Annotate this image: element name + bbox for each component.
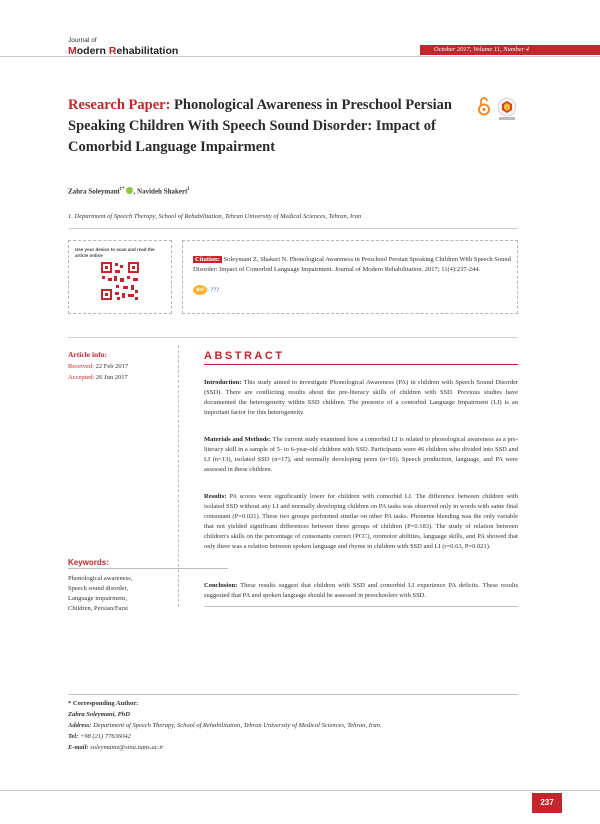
open-access-icon — [477, 96, 491, 116]
divider — [204, 606, 518, 607]
orcid-icon[interactable] — [126, 187, 133, 194]
abstract-results: Results: PA scores were significantly lower for children with comorbid LI. The difference between children with isolated SSD without any LI and normally developing children on PA tasks was observed only in words with same final consonant (P=0.021). These two groups performed similar on other PA tasks. Phoneme blending was the only variable that not yielded significant differences between three groups of children (P=0.183). The study of relation between children's skills on the percentage of consonants correct (PCC), oromotor abilities, language skills, and PA showed that only there was a relation between spoken language and rhyme in children with SSD and LI (r=0.63, P=0.021). — [204, 493, 518, 550]
article-info-heading: Article info: — [68, 350, 107, 359]
affiliation: 1. Department of Speech Therapy, School of Rehabilitation, Tehran University of Medical Sciences, Tehran, Iran — [68, 213, 362, 220]
accepted-date: Accepted: 26 Jun 2017 — [68, 374, 128, 381]
divider — [68, 337, 518, 338]
footer-divider — [0, 790, 600, 791]
author-2: , Navideh Shakeri — [133, 187, 188, 196]
journal-logo — [68, 38, 178, 56]
doi-icon: doi — [193, 285, 207, 295]
article-title-text: Phonological Awareness in Preschool Persian Speaking Children With Speech Sound Disorder: Impact of Comorbid Language Impairment — [68, 97, 452, 155]
doi-row — [193, 285, 219, 295]
page-number: 237 — [532, 793, 562, 813]
abstract-heading: ABSTRACT — [204, 350, 285, 362]
citation-label: Citation: — [195, 256, 220, 263]
author-1: Zahra Soleymani — [68, 187, 120, 196]
divider — [68, 228, 518, 229]
journal-line1: Journal of — [68, 37, 97, 44]
abstract-introduction: Introduction: This study aimed to investigate Phonological Awareness (PA) in children with Speech Sound Disorder (SSD). There are conflicting results about the pre-literacy skills of children with SSD. Previous studies have documented the heterogeneity within SSD children. The presence of a comorbid Language Impairment (LI) is an important factor for this heterogeneity. — [204, 379, 518, 416]
keyword: Speech sound disorder, — [68, 585, 129, 592]
keywords-heading: Keywords: — [68, 558, 109, 567]
corresponding-heading: * Corresponding Author: — [68, 700, 139, 707]
qr-caption: Use your device to scan and read the article online — [75, 247, 155, 258]
abstract-conclusion: Conclusion: These results suggest that children with SSD and comorbid LI experience PA deficits. These results suggested that PA and spoken language should be assessed in preschoolers with SSD. — [204, 582, 518, 599]
article-type-label: Research Paper: — [68, 97, 171, 113]
keyword: Phonological awareness, — [68, 575, 133, 582]
footnote-divider — [68, 694, 518, 695]
qr-code-icon[interactable] — [100, 261, 140, 301]
author-line: Zahra Soleymani$^{1*}$ , Navideh Shakeri$^1$ — [68, 187, 190, 196]
citation — [193, 255, 513, 275]
issue-text: October 2017, Volume 11, Number 4 — [434, 46, 530, 53]
crossref-icon[interactable] — [495, 97, 519, 121]
article-title — [68, 95, 468, 158]
corresponding-tel: Tel: +98 (21) 77636042 — [68, 733, 131, 740]
header-divider — [0, 56, 600, 57]
keywords-list — [68, 574, 168, 614]
received-date: Received: 22 Feb 2017 — [68, 363, 129, 370]
corresponding-email[interactable]: E-mail: soleymaniz@sina.tums.ac.ir — [68, 744, 164, 751]
citation-box — [182, 240, 518, 314]
qr-box — [68, 240, 172, 314]
keyword: Children, Persian/Farsi — [68, 605, 128, 612]
journal-name: Modern Rehabilitation — [68, 44, 179, 57]
keywords-divider — [68, 568, 228, 569]
issue-bar — [420, 45, 600, 55]
citation-text: Soleymani Z, Shakeri N. Phonological Awareness in Preschool Persian Speaking Children With Speech Sound Disorder: Impact of Comorbid Language Impairment. Journal of Modern Rehabilitation. 2017; 11(4):237-244. — [193, 256, 511, 273]
abstract-underline — [204, 364, 518, 365]
corresponding-name: Zahra Soleymani, PhD — [68, 711, 130, 718]
abstract-methods: Materials and Methods: The current study examined how a comorbid LI is related to phonological awareness as a pre-literacy skill in a sample of 5- to 6-year-old children with SSD. Participants were 46 children who divided into SSD and LI (n=13), isolated SSD (n=17), and normally developing peers (n=16). Speech production, language, and PA were assessed in these children. — [204, 436, 518, 473]
corresponding-address: Address: Department of Speech Therapy, School of Rehabilitation, Tehran University of Medical Sciences, Tehran, Iran. — [68, 722, 382, 729]
keyword: Language impairment, — [68, 595, 127, 602]
doi-link[interactable]: : ??? — [207, 286, 220, 294]
